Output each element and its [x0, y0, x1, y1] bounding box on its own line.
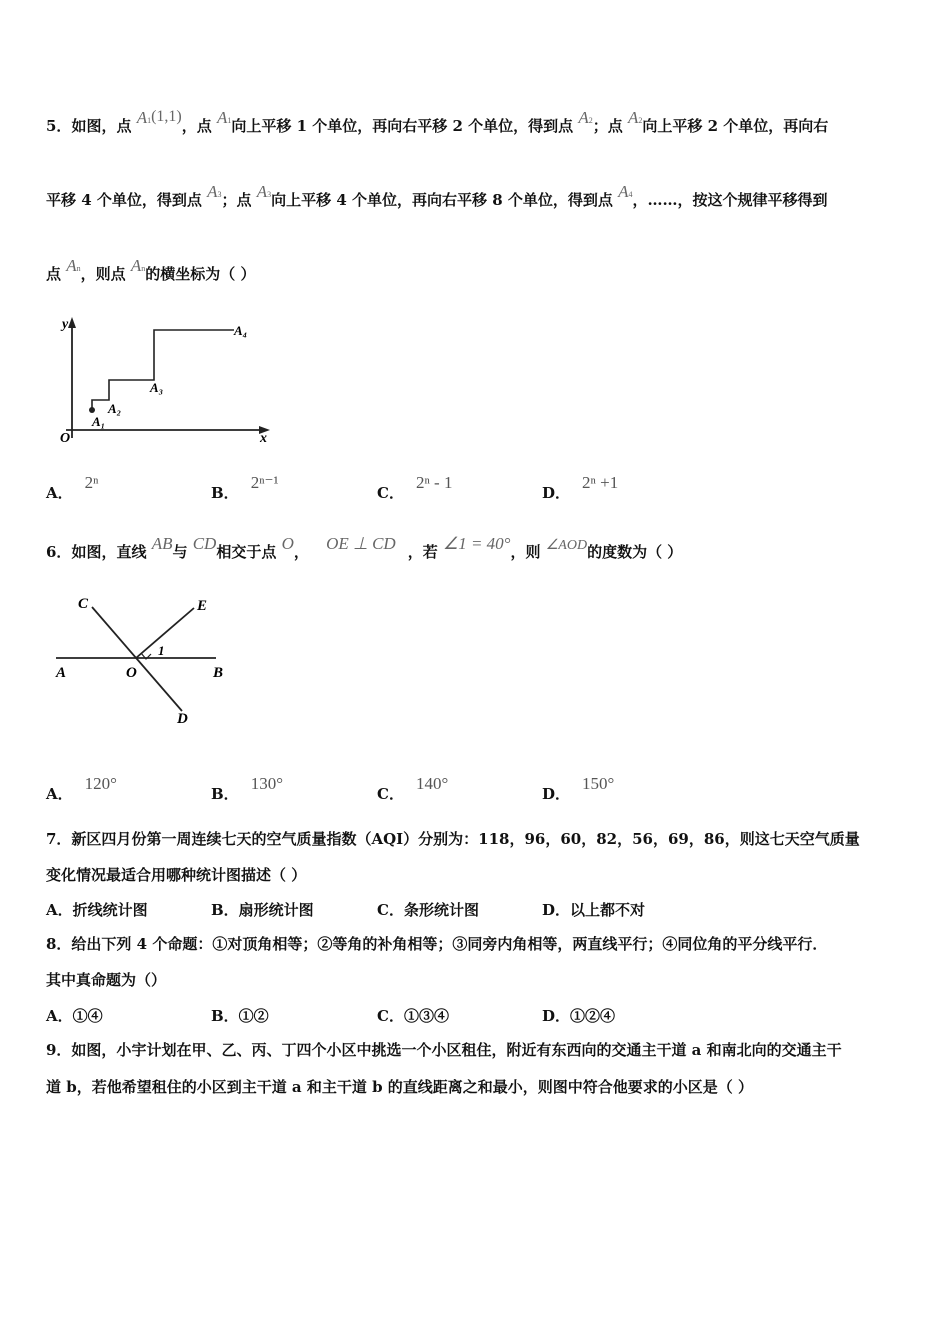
fig-label-o: O	[126, 665, 137, 681]
q5-text: 向上平移 2 个单位，再向右	[642, 117, 829, 135]
q6-option-a	[46, 774, 117, 804]
q6-text: 的度数为（ ）	[587, 543, 683, 561]
math-a1: A1	[136, 108, 152, 127]
q5-text: 平移 4 个单位，得到点	[46, 191, 202, 209]
q6-option-d	[542, 774, 615, 804]
q5-number: 5．	[46, 117, 72, 135]
q8-option-c: C．①③④	[377, 1007, 449, 1025]
fig-label-a: A	[56, 665, 67, 681]
q5-line-2	[46, 182, 828, 213]
math-a4: A4	[618, 182, 633, 201]
q6-option-c	[377, 774, 449, 804]
option-value: 2ⁿ	[84, 473, 99, 492]
fig-label-y: y	[62, 317, 69, 332]
math-a2: A2	[578, 108, 593, 127]
q5-option-d	[542, 473, 619, 503]
q5-text: 向上平移 1 个单位，再向右平移 2 个单位，得到点	[231, 117, 574, 135]
q5-text: ，则点	[80, 265, 126, 283]
math-a3: A3	[256, 182, 272, 201]
fig-label-c: C	[78, 596, 89, 612]
option-value: 2ⁿ - 1	[415, 473, 453, 492]
q7-line-2: 变化情况最适合用哪种统计图描述（ ）	[46, 866, 307, 884]
q5-text: ，点	[181, 117, 212, 135]
option-label: B．	[211, 785, 239, 803]
math-angle-1: ∠1 = 40°	[442, 534, 511, 553]
q7-option-c: C．条形统计图	[377, 901, 479, 919]
option-value: 2ⁿ +1	[582, 473, 619, 492]
option-label: C．	[377, 484, 404, 502]
fig-label-a2: A₂	[108, 401, 122, 416]
fig-label-x: x	[260, 431, 267, 446]
option-label: C．	[377, 785, 404, 803]
q6-line-1	[46, 534, 683, 564]
math-o: O	[281, 534, 294, 553]
math-angle-aod: ∠AOD	[545, 538, 588, 553]
q8-line-2: 其中真命题为（）	[46, 971, 167, 989]
math-ab: AB	[151, 534, 173, 553]
option-label: B．	[211, 484, 239, 502]
fig-label-angle-1: 1	[158, 643, 165, 658]
option-label: A．	[46, 484, 73, 502]
q6-option-b	[211, 774, 283, 804]
q8-option-a: A．①④	[46, 1007, 103, 1025]
q5-text: 如图，点	[71, 117, 132, 135]
q6-number: 6．	[46, 543, 72, 561]
math-an: An	[130, 256, 146, 275]
q6-text: ，则	[510, 543, 541, 561]
q6-text: ，若	[407, 543, 438, 561]
q5-line-3	[46, 256, 256, 287]
fig-label-e: E	[197, 598, 208, 614]
option-value: 130°	[250, 774, 283, 793]
q5-text: ；点	[221, 191, 252, 209]
math-cd: CD	[192, 534, 217, 553]
q6-text: 相交于点	[216, 543, 277, 561]
q7-option-d: D．以上都不对	[542, 901, 646, 919]
fig-label-a1: A₁	[92, 414, 106, 429]
q5-text: ，……，按这个规律平移得到	[632, 191, 828, 209]
q8-option-b: B．①②	[211, 1007, 269, 1025]
option-label: A．	[46, 785, 73, 803]
option-label: D．	[542, 785, 571, 803]
q5-text: 的横坐标为（ ）	[145, 265, 256, 283]
q5-line-1	[46, 108, 829, 139]
math-a1-coord: (1,1)	[151, 108, 182, 125]
q9-line-2: 道 b，若他希望租住的小区到主干道 a 和主干道 b 的直线距离之和最小，则图中符合他要求的小区是（ ）	[46, 1078, 754, 1096]
q5-option-b	[211, 473, 279, 503]
q8-option-d: D．①②④	[542, 1007, 616, 1025]
option-value: 140°	[415, 774, 449, 793]
q5-text: 向上平移 4 个单位，再向右平移 8 个单位，得到点	[271, 191, 613, 209]
math-a1: A1	[216, 108, 232, 127]
q5-option-a	[46, 473, 99, 503]
q6-figure	[44, 590, 234, 730]
fig-label-a4: A₄	[234, 323, 248, 338]
q7-option-b: B．扇形统计图	[211, 901, 314, 919]
option-value: 2ⁿ⁻¹	[250, 473, 279, 492]
q5-figure	[56, 312, 286, 452]
q8-line-1: 8．给出下列 4 个命题：①对顶角相等；②等角的补角相等；③同旁内角相等，两直线平行；④同位角的平分线平行．	[46, 935, 828, 953]
q6-text: ，	[293, 543, 309, 561]
q5-text: ；点	[592, 117, 623, 135]
q7-option-a: A．折线统计图	[46, 901, 148, 919]
option-value: 120°	[84, 774, 117, 793]
q6-text: 如图，直线	[71, 543, 147, 561]
math-perp: OE ⊥ CD	[326, 534, 396, 553]
q6-text: 与	[172, 543, 188, 561]
fig-label-d: D	[177, 711, 188, 727]
fig-label-b: B	[213, 665, 224, 681]
option-value: 150°	[582, 774, 615, 793]
math-an: An	[66, 256, 81, 275]
q5-text: 点	[46, 265, 62, 283]
q9-line-1: 9．如图，小宇计划在甲、乙、丙、丁四个小区中挑选一个小区租住，附近有东西向的交通主干道 a 和南北向的交通主干	[46, 1041, 842, 1059]
math-a2: A2	[628, 108, 643, 127]
fig-label-a3: A₃	[150, 380, 164, 395]
fig-label-o: O	[60, 431, 71, 446]
q7-line-1: 7．新区四月份第一周连续七天的空气质量指数（AQI）分别为：118，96，60，82，56，69，86，则这七天空气质量	[46, 830, 860, 848]
q5-option-c	[377, 473, 453, 503]
option-label: D．	[542, 484, 571, 502]
math-a3: A3	[207, 182, 222, 201]
